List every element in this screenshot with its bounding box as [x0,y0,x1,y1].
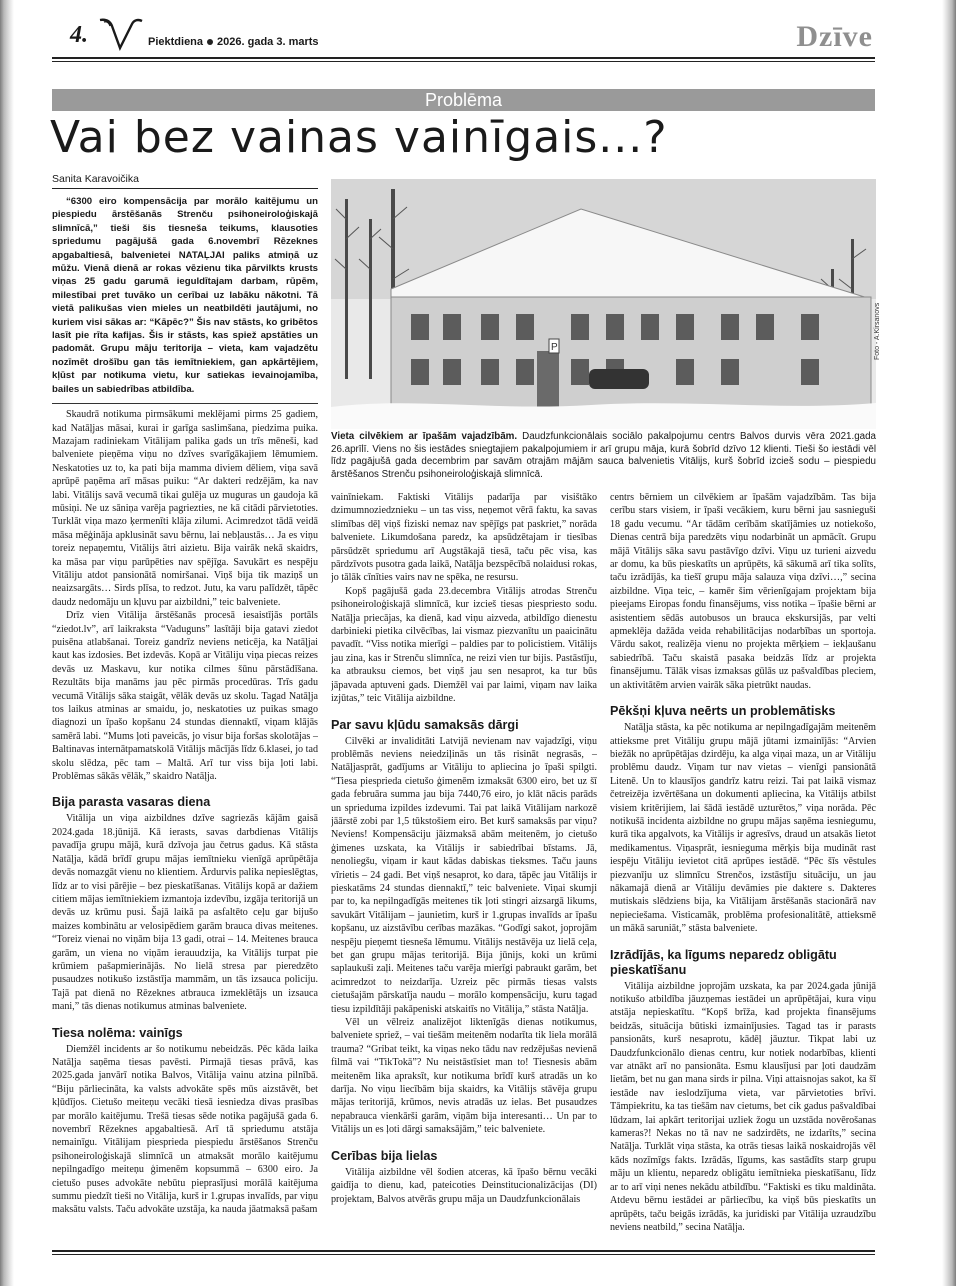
body-paragraph: vainīniekam. Faktiski Vitālijs padarīja par visištāko dzimumnoziedznieku – un tas viss, neņemot vērā faktu, ka savas slimības dēļ viņš fiziski nemaz nav spējīgs pat paskriet,” norāda balveniete. Likumdošana paredz, ka apsūdzētajam ir tiesības pārsūdzēt spriedumu arī Augstākajā tiesā, taču pēc visa, kas pārdzīvots pusotra gada laikā, Natāļja bezspēcībā nolaidusi rokas, jo tālāk cīnīties vairs nav ne spēka, ne resursu. [331,492,597,584]
subheading: Pēkšņi kļuva neērts un problemātisks [610,704,836,719]
page-header [52,20,875,54]
footer-rule [52,1250,875,1252]
article-author: Sanita Karavoičika [52,173,139,185]
body-paragraph: Vitālija aizbildne vēl šodien atceras, kā īpašo bērnu vecāki gaidīja to dienu, kad, pateicoties Deinstitucionalizācijas (DI) projektam, Balvos atvērās grupu māja un Daudzfunkcionālais [331,1166,597,1205]
body-paragraph: Diemžēl incidents ar šo notikumu nebeidzās. Pēc kāda laika Natāļja saņēma tiesas pavēsti. Pirmajā tiesas prāvā, kas 2025.gada janvārī notika Balvos, Vitālija vainu atzina pilnībā. “Biju pārliecināta, ka valsts advokāte spēs mūs aizstāvēt, bet kļūdījos. Cietušo meiteņu vecāki tiesā iesniedza divas prasības par morālo kaitējumu. Trešā tiesas sēde notika pagājušā gada 6. novembrī Rēzeknes apgabaltiesā. Arī tā spriedumu atstāja nemainīgu. Vitālijam piesprieda piespiedu ārstēšanos Strenču psihoneiroloģiskajā slimnīcā un atmaksāt morālo kaitējumu nepilngadīgo meiteņu ģimenēm kopsummā – 6300 eiro. Ja cietušo puses advokāte nebūtu pieprasījusi morālā kaitējuma summu piedzīt tieši no Vitālija, kurš ir 1.grupas invalīds, par viņu maksātu valsts. Taču advokāte uzstāja, ka nauda jāatmaksā pašam [52,1043,318,1216]
subheading: Tiesa nolēma: vainīgs [52,1025,183,1040]
subheading: Bija parasta vasaras diena [52,795,211,810]
article-column-1 [52,195,318,1243]
body-paragraph: Vēl un vēlreiz analizējot liktenīgās dienas notikumus, balveniete spriež, – vai tiešām meitenēm nodarīta tik liela morālā trauma? “Gribat teikt, ka viņas neko tādu nav redzējušas nevienā filmā vai “TikTokā”? Nu neistāstīsiet man to! Tiesnesis abām meitenēm lika apraksīt, kur notikuma brīdī kurš atradās un ko darīja. No viņu liecībām bija skaidrs, ka Vitālijs stāvēja grupu mājas teritorijā, krūmos, nevis atradās uz ielas. Bet pusaudzes nepabrauca vienkārši garām, viņām bija interesanti… Un par to Vitālijs un es ļoti dārgi samaksājām,” teic balveniete. [331,1017,597,1136]
page-edge-right [942,0,956,1286]
footer-rule-thin [52,1254,875,1255]
article-headline: Vai bez vainas vainīgais...? [50,112,668,163]
body-paragraph: Natāļja stāsta, ka pēc notikuma ar nepilngadīgajām meitenēm attieksme pret Vitāliju grupu mājā jūtami izmainījās: “Arvien biežāk no aprūpētājas dzirdēju, ka alga viņai maza, un ar Vitāliju problēmu daudz. Viņam tur nav vietas – vienīgi pansionātā Litenē. Un to klausījos gandrīz katru reizi. Tai pat laikā vismaz četreizēja izvērtēšana un dokumenti apliecina, ka Vitālijs atbilst visiem kritērijiem, lai šādā iestādē uzturētos,” viņa norāda. Pēc notikušā incidenta aizbildne no grupu mājas saņēma iesniegumu, kurā tika apgalvots, ka Vitālijs ir agresīvs, draud un atsakās lietot medikamentus. Viņasprāt, iesnieguma mērķis bija mudināt rast iespēju Vitāliju ievietot citā aprūpes iestādē. “Pēc šīs vēstules piezvanīju uz slimnīcu Strenčos, izstāstīju situāciju, un jau nākamajā dienā ar Vitāliju devāmies pie daktere s. Dakteres mutiskais slēdziens bija, ka Vitālijam ārstēšanās stacionārā nav nepieciešama. Visticamāk, problēma profesionalitātē, attieksmē un mākā saruniāt,” stāsta balveniete. [610,722,876,935]
subheading: Par savu kļūdu samaksās dārgi [331,717,519,732]
body-paragraph: centrs bērniem un cilvēkiem ar īpašām vajadzībām. Tas bija cerību stars visiem, ir īpaši vecākiem, kuru bērni jau sasnieguši 18 gadu vecumu. “Ar tādām cerībām skatījāmies uz notiekošo, Dienas centrā bija paredzēts viņu nodarbināt un apmācīt. Grupu mājā Vitālijs sāka savu pastāvīgo dzīvi. Viņu uz turieni aizvedu ar domu, ka būs pieskatīts un aprūpēts, kā sākumā arī tika solīts, taču izrādījās, ka tiešī grupu māja salauza viņa dzīvi…,” secina aizbildne. Viņa teic, – kamēr šim vērienīgajam projektam bija pieejams Eiropas fondu finansējums, viss notika – īpašie bērni ar asistentiem sēdās autobusos un brauca ekskursijās, par velti apmeklēja dažāda veida rehabilitācijas nodarbības un sportoja. Vārdu sakot, realizēja vienu no projekta mērķiem – iekļaušanu sabiedrībā. Taču skaistā pasaka beidzās līdz ar projekta finansējumu. Tālāk visas izmaksas gūlās uz pašvaldības pleciem, un aktivitātēm arvien vairāk sāka pietrūkt naudas. [610,492,876,691]
body-paragraph: Drīz vien Vitālija ārstēšanās procesā iesaistījās portāls “ziedot.lv”, arī laikraksta “Vaduguns” lasītāji bija gatavi ziedot puisēna atlabšanai. Toreiz gandrīz neviens neticēja, ka Natāļjai kaut kas izdosies. Bet izdevās. Kopā ar Vitāliju viņa piecas reizes devās uz Maskavu, kur notika cilmes šūnu pārstādīšana. Rezultāts bija manāms jau pēc pirmās procedūras. Trīs gadu vecumā Vitālijs sāka staigāt, vēlāk devās uz skolu. Tagad Natāļja tos laikus atminas ar smaidu, jo, neskatoties uz puikas smago diagnozi un īpašo kopšanu 24 stundas diennaktī, viņam klājās samērā labi. “Mums ļoti paveicās, jo visur bija foršas skolotājas – Baltinavas internātpamatskolā Vitālijs mācījās līdz 6.klasei, jo tad skolu slēdza, pēc tam – Maltā. Arī tur viss bija ļoti labi. Problēmas sākās vēlāk,” skaidro Natāļja. [52,610,318,783]
subheading: Izrādījās, ka līgums neparedz obligātu pieskatīšanu [610,947,837,977]
article-lead [52,195,318,396]
photo-credit: Foto - A.Kirsanovs [874,302,881,360]
lead-paragraph: “6300 eiro kompensācija par morālo kaitējumu un piespiedu ārstēšanās Strenču psihoneiroloģiskajā slimnīcā,” tieši šis tiesneša teikums, klausoties spriedumu pagājušā gada 6.novembrī Rēzeknes apgabaltiesā, balvenietei NATAĻJAI paliks atmiņā uz mūžu. Vienā dienā ar rokas vēzienu tika pārvilkts krusts viņas 25 gadu garumā ieguldītajam darbam, rūpēm, milestībai pret tuvāko un cerībai uz labāku nākotni. Tā vietā palikušas vien mieles un neatbildēti jautājumi, no kuriem visi sākas ar: “Kāpēc?” Šis nav stāsts, ko gribētos lasīt pie rīta kafijas. Šis ir stāsts, kas spiež apstāties un padomāt. Grupu māju teritorija – vieta, kam vajadzētu nozīmēt drošību gan tās iemītniekiem, gan apkārtējiem, kļūst par notikuma vietu, kur satiekas ievainojamība, bailes un sabiedrības atbildība. [52,196,318,395]
body-paragraph: Kopš pagājušā gada 23.decembra Vitālijs atrodas Strenču psihoneiroloģiskajā slimnīcā, kur izcieš tiesas piespriesto sodu. Natāļja priecājas, ka dienā, kad viņu aizveda, atbildīgo dienestu darbinieki pietika cilvēcības, lai vismaz piezvanītu un paaicinātu pavadīt. “Viss notika mierīgi – paldies par to policistiem. Vitālijs jau zina, kas ir Strenču slimnīca, ne reizi vien tur bijis. Pastāstīju, ka atbrauksu ciemos, bet viņš jau sen nesaprot, ka tur būs jāpavada aptuveni gads. Diemžēl vai par laimi, viņam nav laika izjūtas,” teic Vitālija aizbildne. [331,585,597,705]
body-paragraph: Cilvēki ar invaliditāti Latvijā nevienam nav vajadzīgi, viņu problēmās neviens neiedziļinās un tās risināt negrasās, – Natāļjasprāt, gadījums ar Vitāliju to apliecina jo īpaši spilgti. “Tiesa piesprieda cietušo ģimenēm izmaksāt 6300 eiro, bet uz šī gada februāra summa jau bija 7440,76 eiro, jo klāt nācis parāds un sprieduma izpildes izdevumi. Tai pat laikā Vitālijam narkozē jāārstē zobi par 1,5 tūkstošiem eiro. Bet kurš samaksās par viņu? Neviens! Kompensāciju jāizmaksā abām meitenēm, jo cietušo ģimenes uzskata, ka Vitālijs ir sabiedrībai bīstams. Jā, nenoliegšu, viņam ir kaut kādas dabiskas tieksmes. Taču jauns vīrietis – 24 gadi. Bet viņš nesaprot, ko dara, tāpēc jau Vitālijs ir pieskatāms 24 stundas diennaktī,” teic balveniete. Viņai skumji par to, ka nepilngadīgās meitenes tik ļoti stingri aizsargā likums, savukārt Vitālijam – jaunietim, kurš ir 1.grupas invalīds ar īpašu kopšanu, uz aizstāvību cerības mazākas. “Godīgi sakot, joprojām nespēju pieņemt tiesneša lēmumu. Vitālijs nestāvēja uz lielā ceļa, bet gan grupu mājas teritorijā. Bija jūnijs, koki un krūmi saplaukuši zaļi. Meitenes taču varēja mierīgi pabraukt garām, bet acimredzot to neizdarīja. Uzreiz pēc pirmās tiesas valsts cietušajām pārskatīja naudu – morālo kompensāciju, kuru tagad tiesu izpildītāji pakāpeniski atskaitīs no Vitālija,” stāsta Natāļja. [331,735,597,1015]
page-edge-left [0,0,14,1286]
photo-caption [331,431,876,481]
page-number: 4. [70,22,88,48]
lead-rule [52,403,318,404]
caption-title: Vieta cilvēkiem ar īpašām vajadzībām. [331,431,518,442]
issue-date: Piektdiena 2026. gada 3. marts [148,36,319,48]
header-rule-thin [52,61,875,62]
article-column-2 [331,491,597,1243]
body-paragraph: Vitālija aizbildne joprojām uzskata, ka par 2024.gada jūnijā notikušo atbildība jāuzņemas iestādei un aprūpētājai, kura viņu atstāja nepieskatītu. “Kopš brīža, kad projekta finansējums beidzās, situācija būtiski izmainījusies. Tagad tas ir parasts pansionāts, kurš nesaprotu, kādēļ jāuztur. Tikpat labi uz Daudzfunkcionālo dienas centru, kur notiek nodarbības, klienti var atnākt arī no pansionāta. Esmu klausījusi par ļoti daudzām lietām, bet nu gan mana sirds ir pilna. Viņi attaisnojas sakot, ka šī iestāde nav ieslodzījuma vieta, var pārvietoties brīvi. Tāmpiekritu, ka tas tiešām nav cietums, bet cik gadus pašvaldībai lūdzam, lai apkārt teritorijai uzliek žogu un uzstāda novērošanas kameras?! Nekas no tā nav ne sadzirdēts, ne izdarīts,” secina Natāļja. Turklāt viņa stāsta, ka otrās tiesas laikā noskaidrojās vēl kāds nozīmīgs fakts. Izrādās, līgums, kas sastādīts starp grupu māju un klientu, neparedz obligātu iemītnieka pieskatīšanu, līdz ar to arī viņi nenes nekādu atbildību. “Faktiski es tiku maldināta. Atdevu bērnu iestādei ar pārliecību, ka viņš būs pieskatīts un aprūpēts, taču beigās izrādās, ka juridiski par Vitālija uzraudzību neviens neatbild,” secina Natāļja. [610,980,876,1233]
building-photo-illustration [331,179,876,429]
parking-sign: P [551,342,558,353]
article-photo [331,179,876,429]
subheading: Cerības bija lielas [331,1148,438,1163]
body-paragraph: Skaudrā notikuma pirmsākumi meklējami pirms 25 gadiem, kad Natāļjas māsai, kurai ir garīga saslimšana, piedzima puika. Mazajam radiniekam Vitālijam palika gads un trīs mēneši, kad balveniete pieņēma viņu no dzīves svarīgākajiem lēmumiem. Neskatoties uz to, ka pati bija mamma diviem dēliem, viņa savā aprūpē paņēma arī māsas puiku: “Ar dakteri redzējām, ka nav labi. Vitālijs savā vecumā tikai gulēja uz muguras un gaudoja kā mūsiņi. Ne uz sāniņa varēja pagriezties, ne kā citādi pārvietoties. Turklāt viņa mazo ķermenīti klāja zilumi. Acimredzot tādā veidā māsa mēģināja apklusināt savu bērnu, lai nebļaustās… Ja es viņu toreiz nepaņemtu, Vitālijs ātri aizietu. Bija vairāk nekā skaidrs, ka māsa par viņu parūpēties nav spējīga. Savukārt es nespēju Vitāliju atdot pansionātā nomiršanai. Viņš bija tik maziņš un neaizsargāts… Sirds plīsa, to redzot. Jutu, ka varu palīdzēt, tāpēc daudz nedomāju un kļuvu par aizbildni,” teic balveniete. [52,409,318,608]
section-title: Dzīve [796,20,873,53]
newspaper-logo-icon [98,16,144,56]
article-column-3 [610,491,876,1243]
body-paragraph: Vitālija un viņa aizbildnes dzīve sagriezās kājām gaisā 2024.gada 18.jūnijā. Kā ierasts, savas darbdienas Vitālijs pavadīja grupu mājā, kurā dzīvoja jau četrus gadus. Kā stāsta Natāļja, kādā brīdī grupu mājas iemītnieku vienīgā aprūpētāja devās nomazgāt vienu no klientiem. Ārdurvis palika nepieslēgtas, līdz ar to visi pārējie – bez pieskatīšanas. Vitālijs kopā ar dažiem citiem mājas iemītniekiem izmantoja izdevību, izgāja teritorijā un devās uz krūmu pusi. Šajā laikā pa asfaltēto ceļu gar bijušo maizes kombinātu ar velosipēdiem garām brauca divas meitenes. “Toreiz vienai no viņām bija 13 gadi, otrai – 14. Meitenes brauca garām, un viena no viņām ierauudzija, ka Vitālijs turpat pie krūmiem pašapmierinājās. No lielā stresa par pieredzēto pusaudzes notikušo izstāstīja mammām, un tās izsauca policiju. Tajā pat dienā no Rēzeknes atbrauca izmeklētājs un izsauca mani,” tās dienas notikumus atminas balveniete. [52,813,318,1013]
rubric-label: Problēma [52,89,875,111]
author-rule [52,188,318,189]
caption-text: Daudzfunkcionālais sociālo pakalpojumu centrs Balvos durvis vēra 2021.gada 26.aprīlī. Viens no šis iestādes sniegtajiem pakalpojumiem ir arī grupu māja, kurā šobrīd dzīvo 12 klienti. Tieši šo iestādi vēl līdz pagājušā gada decembrim par savām otrajām mājām sauca balvenietis Vitālijs, kurš šobrīd izcieš sodu – piespiedu ārstēšanos Strenču psihoneiroloģiskajā slimnīcā. [331,431,877,480]
header-rule [52,57,875,59]
